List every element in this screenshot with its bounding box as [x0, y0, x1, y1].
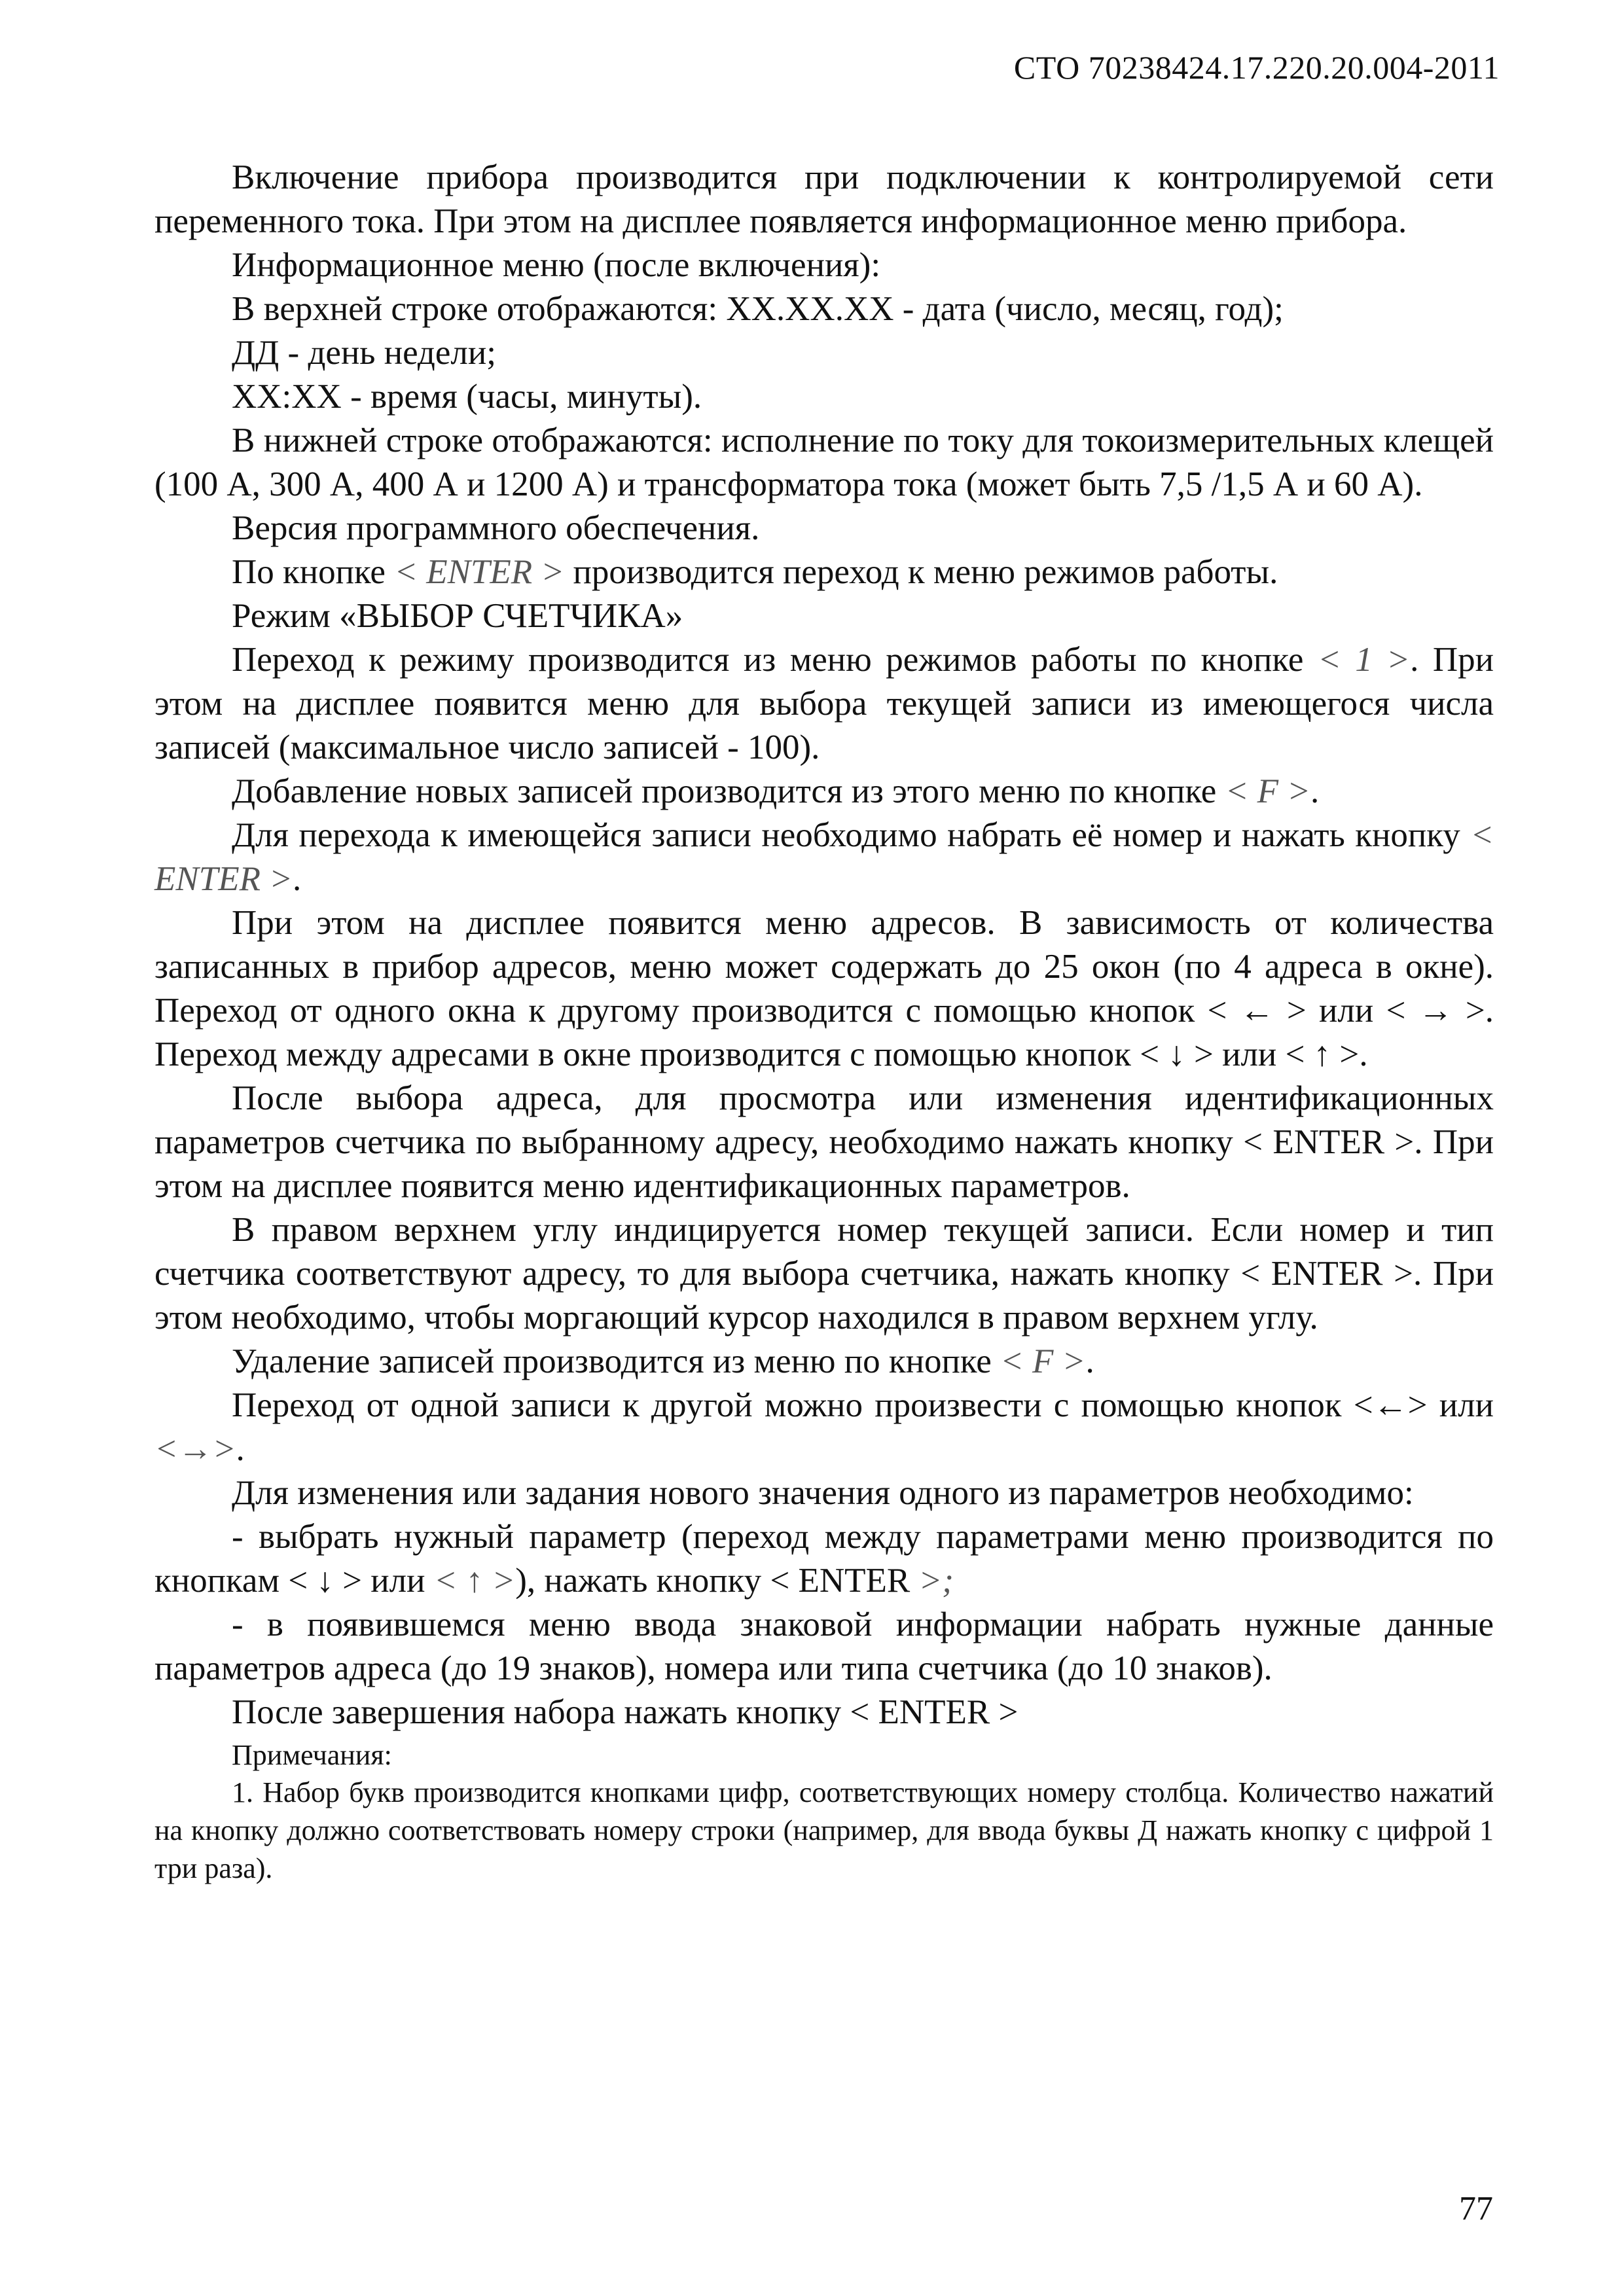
paragraph-finish-input: После завершения набора нажать кнопку < ENTER > [232, 1693, 1019, 1731]
key-1: < 1 > [1317, 641, 1411, 679]
document-body [154, 156, 1494, 1888]
page-number: 77 [1459, 2190, 1493, 2227]
paragraph-mode-transition: Переход к режиму производится из меню режимов работы по кнопке < 1 >. При этом на дисплее появится меню для выбора текущей записи из имеющегося числа записей (максимальное число записей - 100). [154, 641, 1494, 766]
paragraph-mode-title: Режим «ВЫБОР СЧЕТЧИКА» [232, 597, 683, 635]
paragraph-change-params: Для изменения или задания нового значения одного из параметров необходимо: [232, 1474, 1414, 1512]
key-enter: >; [918, 1562, 954, 1600]
paragraph-address-menu: При этом на дисплее появится меню адресов. В зависимость от количества записанных в прибор адресов, меню может содержать до 25 окон (по 4 адреса в окне). Переход от одного окна к другому производится с помощью кнопок < ← > или < → >. Переход между адресами в окне производится с помощью кнопок < ↓ > или < ↑ >. [154, 904, 1494, 1073]
paragraph-time: XX:XX - время (часы, минуты). [232, 378, 702, 416]
document-code-header: СТО 70238424.17.220.20.004-2011 [1013, 49, 1500, 86]
paragraph-existing-record: Для перехода к имеющейся записи необходимо набрать её номер и нажать кнопку < ENTER >. [154, 816, 1494, 898]
paragraph-top-line: В верхней строке отображаются: XX.XX.XX - дата (число, месяц, год); [232, 290, 1284, 328]
key-left-arrow: <←> [1353, 1386, 1428, 1424]
paragraph-software-version: Версия программного обеспечения. [232, 509, 760, 547]
paragraph-bottom-line: В нижней строке отображаются: исполнение по току для токоизмерительных клещей (100 А, 300 А, 400 А и 1200 А) и трансформатора тока (может быть 7,5 /1,5 А и 60 А). [154, 422, 1494, 503]
key-f: < F > [1000, 1342, 1086, 1380]
key-up-arrow: < ↑ > [433, 1562, 516, 1600]
key-f: < F > [1225, 772, 1310, 810]
key-enter: < ENTER > [154, 816, 1494, 898]
paragraph-info-menu: Информационное меню (после включения): [232, 246, 881, 284]
list-item-select-param: - выбрать нужный параметр (переход между параметрами меню производится по кнопкам < ↓ > или < ↑ >), нажать кнопку < ENTER >; [154, 1518, 1494, 1600]
key-right-arrow: <→> [154, 1430, 236, 1468]
paragraph-delete-records: Удаление записей производится из меню по кнопке < F >. [232, 1342, 1094, 1380]
paragraph-record-number: В правом верхнем углу индицируется номер текущей записи. Если номер и тип счетчика соответствуют адресу, то для выбора счетчика, нажать кнопку < ENTER >. При этом необходимо, чтобы моргающий курсор находился в правом верхнем углу. [154, 1211, 1494, 1336]
paragraph-address-selection: После выбора адреса, для просмотра или изменения идентификационных параметров счетчика по выбранному адресу, необходимо нажать кнопку < ENTER >. При этом на дисплее появится меню идентификационных параметров. [154, 1079, 1494, 1205]
paragraph-power-on: Включение прибора производится при подключении к контролируемой сети переменного тока. При этом на дисплее появляется информационное меню прибора. [154, 158, 1494, 240]
paragraph-day-of-week: ДД - день недели; [232, 334, 496, 372]
paragraph-add-records: Добавление новых записей производится из этого меню по кнопке < F >. [232, 772, 1320, 810]
notes-title: Примечания: [232, 1739, 392, 1771]
paragraph-enter-menu: По кнопке < ENTER > производится переход к меню режимов работы. [232, 553, 1278, 591]
key-enter: < ENTER > [394, 553, 565, 591]
paragraph-record-switch: Переход от одной записи к другой можно произвести с помощью кнопок <←> или <→>. [154, 1386, 1494, 1468]
list-item-enter-data: - в появившемся меню ввода знаковой информации набрать нужные данные параметров адреса (до 19 знаков), номера или типа счетчика (до 10 знаков). [154, 1605, 1494, 1687]
note-item: 1. Набор букв производится кнопками цифр, соответствующих номеру столбца. Количество нажатий на кнопку должно соответствовать номеру строки (например, для ввода буквы Д нажать кнопку с цифрой 1 три раза). [154, 1776, 1494, 1884]
